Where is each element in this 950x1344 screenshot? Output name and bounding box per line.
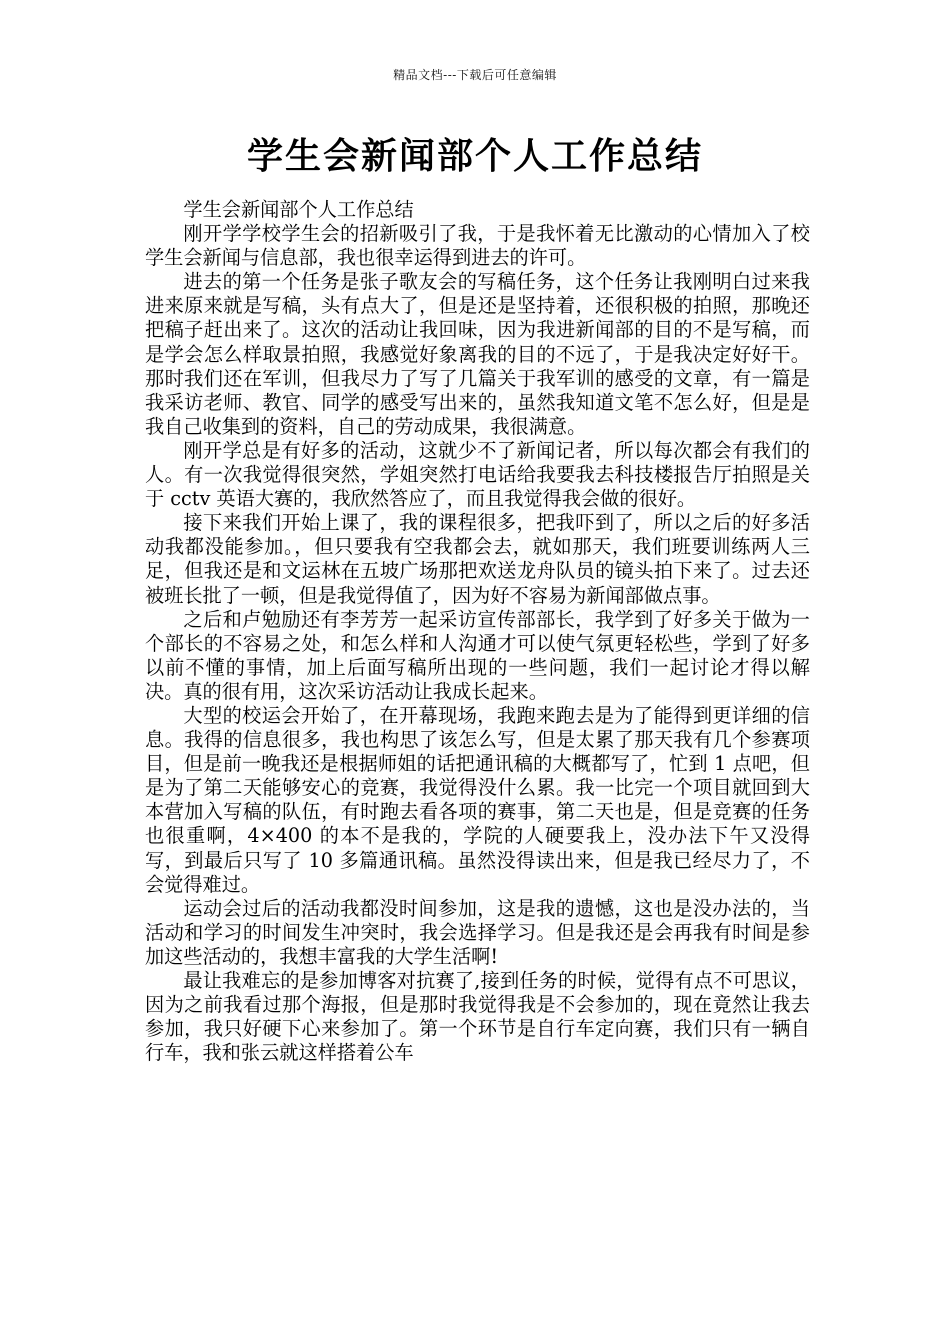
document-title: 学生会新闻部个人工作总结: [246, 136, 703, 177]
paragraph: 学生会新闻部个人工作总结: [183, 198, 414, 221]
paragraph: 刚开学学校学生会的招新吸引了我，于是我怀着无比激动的心情加入了校学生会新闻与信息部，我也很幸运得到进去的许可。: [145, 222, 810, 270]
paragraph: 刚开学总是有好多的活动，这就少不了新闻记者，所以每次都会有我们的人。有一次我觉得很突然，学姐突然打电话给我要我去科技楼报告厅拍照是关于 cctv 英语大赛的，我欣然答应了，而且我觉得我会做的很好。: [145, 438, 810, 511]
paragraph: 大型的校运会开始了，在开幕现场，我跑来跑去是为了能得到更详细的信息。我得的信息很多，我也构思了该怎么写，但是太累了那天我有几个参赛项目，但是前一晚我还是根据师姐的话把通讯稿的大概都写了，忙到 1 点吧，但是为了第二天能够安心的竞赛，我觉得没什么累。我一比完一个项目就回到大本营加入写稿的队伍，有时跑去看各项的赛事，第二天也是，但是竞赛的任务也很重啊，4×400 的本不是我的，学院的人硬要我上，没办法下午又没得写，到最后只写了 10 多篇通讯稿。虽然没得读出来，但是我已经尽力了，不会觉得难过。: [145, 703, 810, 896]
paragraph: 运动会过后的活动我都没时间参加，这是我的遗憾，这也是没办法的，当活动和学习的时间发生冲突时，我会选择学习。但是我还是会再我有时间是参加这些活动的，我想丰富我的大学生活啊!: [145, 896, 810, 968]
paragraph: 进去的第一个任务是张子歌友会的写稿任务，这个任务让我刚明白过来我进来原来就是写稿，头有点大了，但是还是坚持着，还很积极的拍照，那晚还把稿子赶出来了。这次的活动让我回味，因为我进新闻部的目的不是写稿，而是学会怎么样取景拍照，我感觉好象离我的目的不远了，于是我决定好好干。那时我们还在军训，但我尽力了写了几篇关于我军训的感受的文章，有一篇是我采访老师、教官、同学的感受写出来的，虽然我知道文笔不怎么好，但是是我自己收集到的资料，自己的劳动成果，我很满意。: [145, 270, 810, 438]
header-note: 精品文档---下载后可任意编辑: [393, 68, 557, 82]
paragraph: 接下来我们开始上课了，我的课程很多，把我吓到了，所以之后的好多活动我都没能参加。，但只要我有空我都会去，就如那天，我们班要训练两人三足，但我还是和文运林在五坡广场那把欢送龙舟队员的镜头拍下来了。过去还被班长批了一顿，但是我觉得值了，因为好不容易为新闻部做点事。: [145, 511, 810, 607]
paragraph: 最让我难忘的是参加博客对抗赛了,接到任务的时候，觉得有点不可思议，因为之前我看过那个海报，但是那时我觉得我是不会参加的，现在竟然让我去参加，我只好硬下心来参加了。第一个环节是自行车定向赛，我们只有一辆自行车，我和张云就这样搭着公车: [145, 969, 810, 1065]
document-body: [145, 198, 810, 1065]
paragraph: 之后和卢勉励还有李芳芳一起采访宣传部部长，我学到了好多关于做为一个部长的不容易之处，和怎么样和人沟通才可以使气氛更轻松些，学到了好多以前不懂的事情，加上后面写稿所出现的一些问题，我们一起讨论才得以解决。真的很有用，这次采访活动让我成长起来。: [145, 607, 810, 703]
